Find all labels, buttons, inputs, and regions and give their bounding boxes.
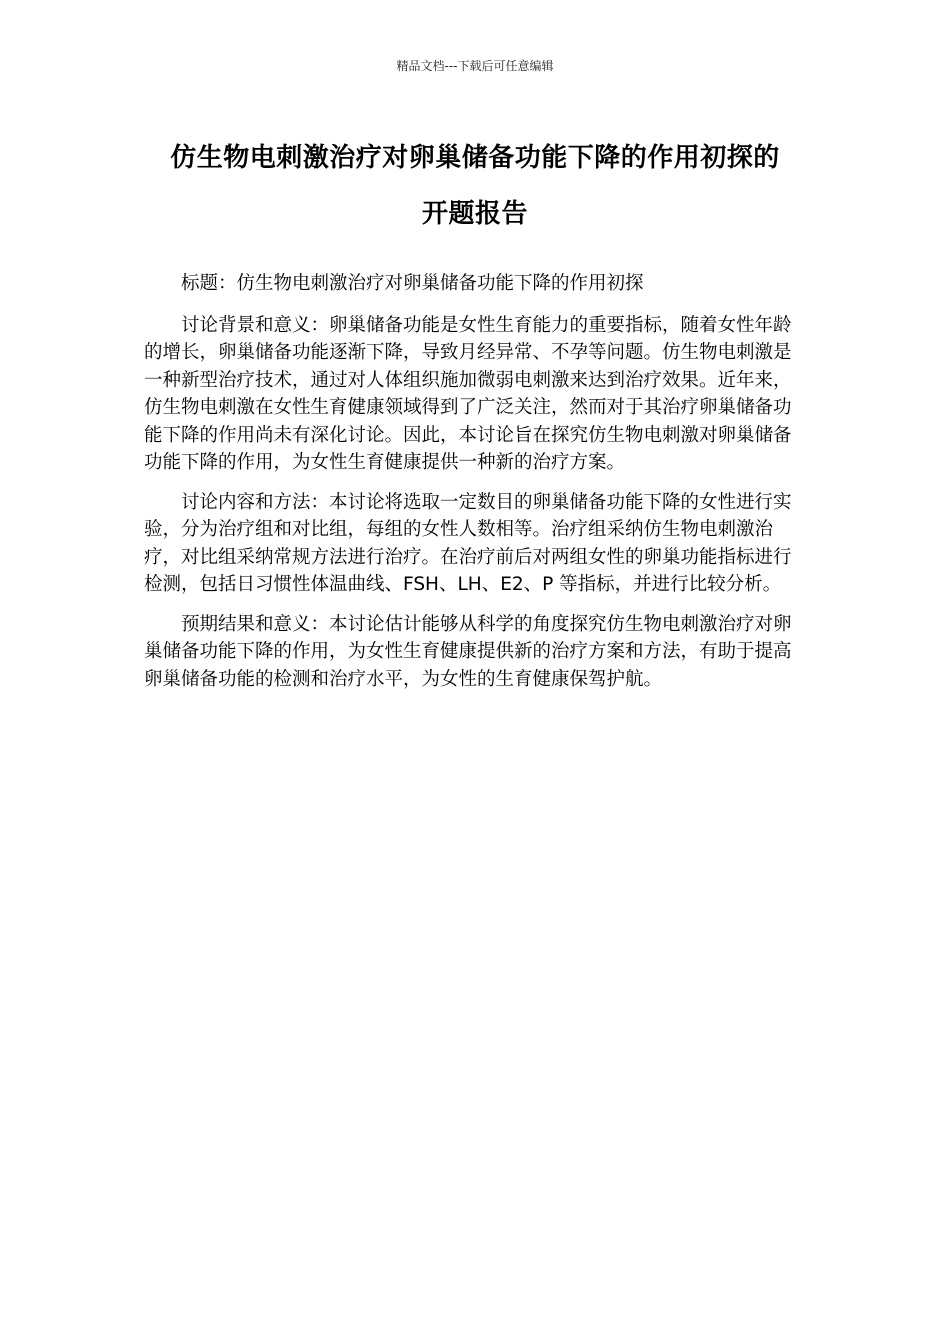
document-body [144,270,796,705]
paragraph-methods: 讨论内容和方法：本讨论将选取一定数目的卵巢储备功能下降的女性进行实验，分为治疗组和对比组，每组的女性人数相等。治疗组采纳仿生物电刺激治疗，对比组采纳常规方法进行治疗。在治疗前后对两组女性的卵巢功能指标进行检测，包括日习惯性体温曲线、FSH、LH、E2、P 等指标，并进行比较分析。 [144,491,792,595]
title-line-1: 仿生物电刺激治疗对卵巢储备功能下降的作用初探的 [170,143,780,173]
document-title [120,130,830,242]
header-note: 精品文档---下载后可任意编辑 [396,59,554,73]
title-line-2: 开题报告 [421,199,528,229]
paragraph-subject: 标题：仿生物电刺激治疗对卵巢储备功能下降的作用初探 [181,273,644,294]
paragraph-expected-results: 预期结果和意义：本讨论估计能够从科学的角度探究仿生物电刺激治疗对卵巢储备功能下降的作用，为女性生育健康提供新的治疗方案和方法，有助于提高卵巢储备功能的检测和治疗水平，为女性的生育健康保驾护航。 [144,613,792,690]
paragraph-background: 讨论背景和意义：卵巢储备功能是女性生育能力的重要指标，随着女性年龄的增长，卵巢储备功能逐渐下降，导致月经异常、不孕等问题。仿生物电刺激是一种新型治疗技术，通过对人体组织施加微弱电刺激来达到治疗效果。近年来，仿生物电刺激在女性生育健康领域得到了广泛关注，然而对于其治疗卵巢储备功能下降的作用尚未有深化讨论。因此，本讨论旨在探究仿生物电刺激对卵巢储备功能下降的作用，为女性生育健康提供一种新的治疗方案。 [144,314,792,473]
